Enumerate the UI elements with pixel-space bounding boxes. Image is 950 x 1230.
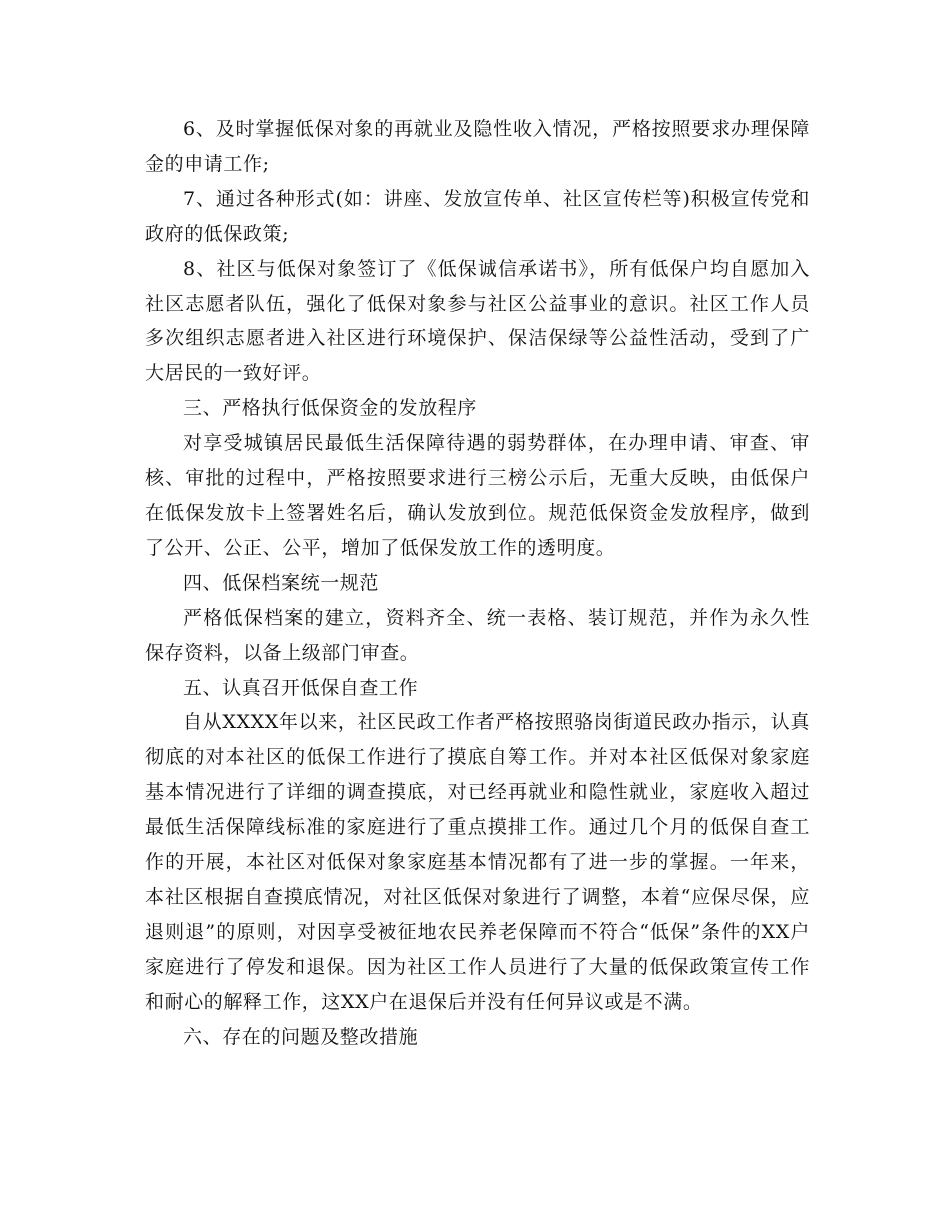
section-heading-6: 六、存在的问题及整改措施 (183, 1025, 419, 1048)
section-heading-3: 三、严格执行低保资金的发放程序 (183, 397, 478, 420)
paragraph-item-7: 7、通过各种形式(如：讲座、发放宣传单、社区宣传栏等)积极宣传党和政府的低保政策; (145, 187, 810, 245)
section-3-body: 对享受城镇居民最低生活保障待遇的弱势群体，在办理申请、审查、审核、审批的过程中，严格按照要求进行三榜公示后，无重大反映，由低保户在低保发放卡上签署姓名后，确认发放到位。规范低保资金发放程序，做到了公开、公正、公平，增加了低保发放工作的透明度。 (145, 432, 810, 559)
paragraph-item-8: 8、社区与低保对象签订了《低保诚信承诺书》，所有低保户均自愿加入社区志愿者队伍，强化了低保对象参与社区公益事业的意识。社区工作人员多次组织志愿者进入社区进行环境保护、保洁保绿等公益性活动，受到了广大居民的一致好评。 (145, 257, 810, 385)
section-5-body: 自从XXXX年以来，社区民政工作者严格按照骆岗街道民政办指示，认真彻底的对本社区的低保工作进行了摸底自筹工作。并对本社区低保对象家庭基本情况进行了详细的调查摸底，对已经再就业和隐性就业，家庭收入超过最低生活保障线标准的家庭进行了重点摸排工作。通过几个月的低保自查工作的开展，本社区对低保对象家庭基本情况都有了进一步的掌握。一年来，本社区根据自查摸底情况，对社区低保对象进行了调整，本着“应保尽保，应退则退”的原则，对因享受被征地农民养老保障而不符合“低保”条件的XX户家庭进行了停发和退保。因为社区工作人员进行了大量的低保政策宣传工作和耐心的解释工作，这XX户在退保后并没有任何异议或是不满。 (145, 711, 810, 1013)
section-heading-4: 四、低保档案统一规范 (183, 571, 380, 594)
section-heading-5: 五、认真召开低保自查工作 (183, 676, 419, 699)
section-4-body: 严格低保档案的建立，资料齐全、统一表格、装订规范，并作为永久性保存资料，以备上级部门审查。 (145, 606, 810, 664)
document-body (145, 112, 810, 1054)
paragraph-item-6: 6、及时掌握低保对象的再就业及隐性收入情况，严格按照要求办理保障金的申请工作; (145, 118, 810, 175)
